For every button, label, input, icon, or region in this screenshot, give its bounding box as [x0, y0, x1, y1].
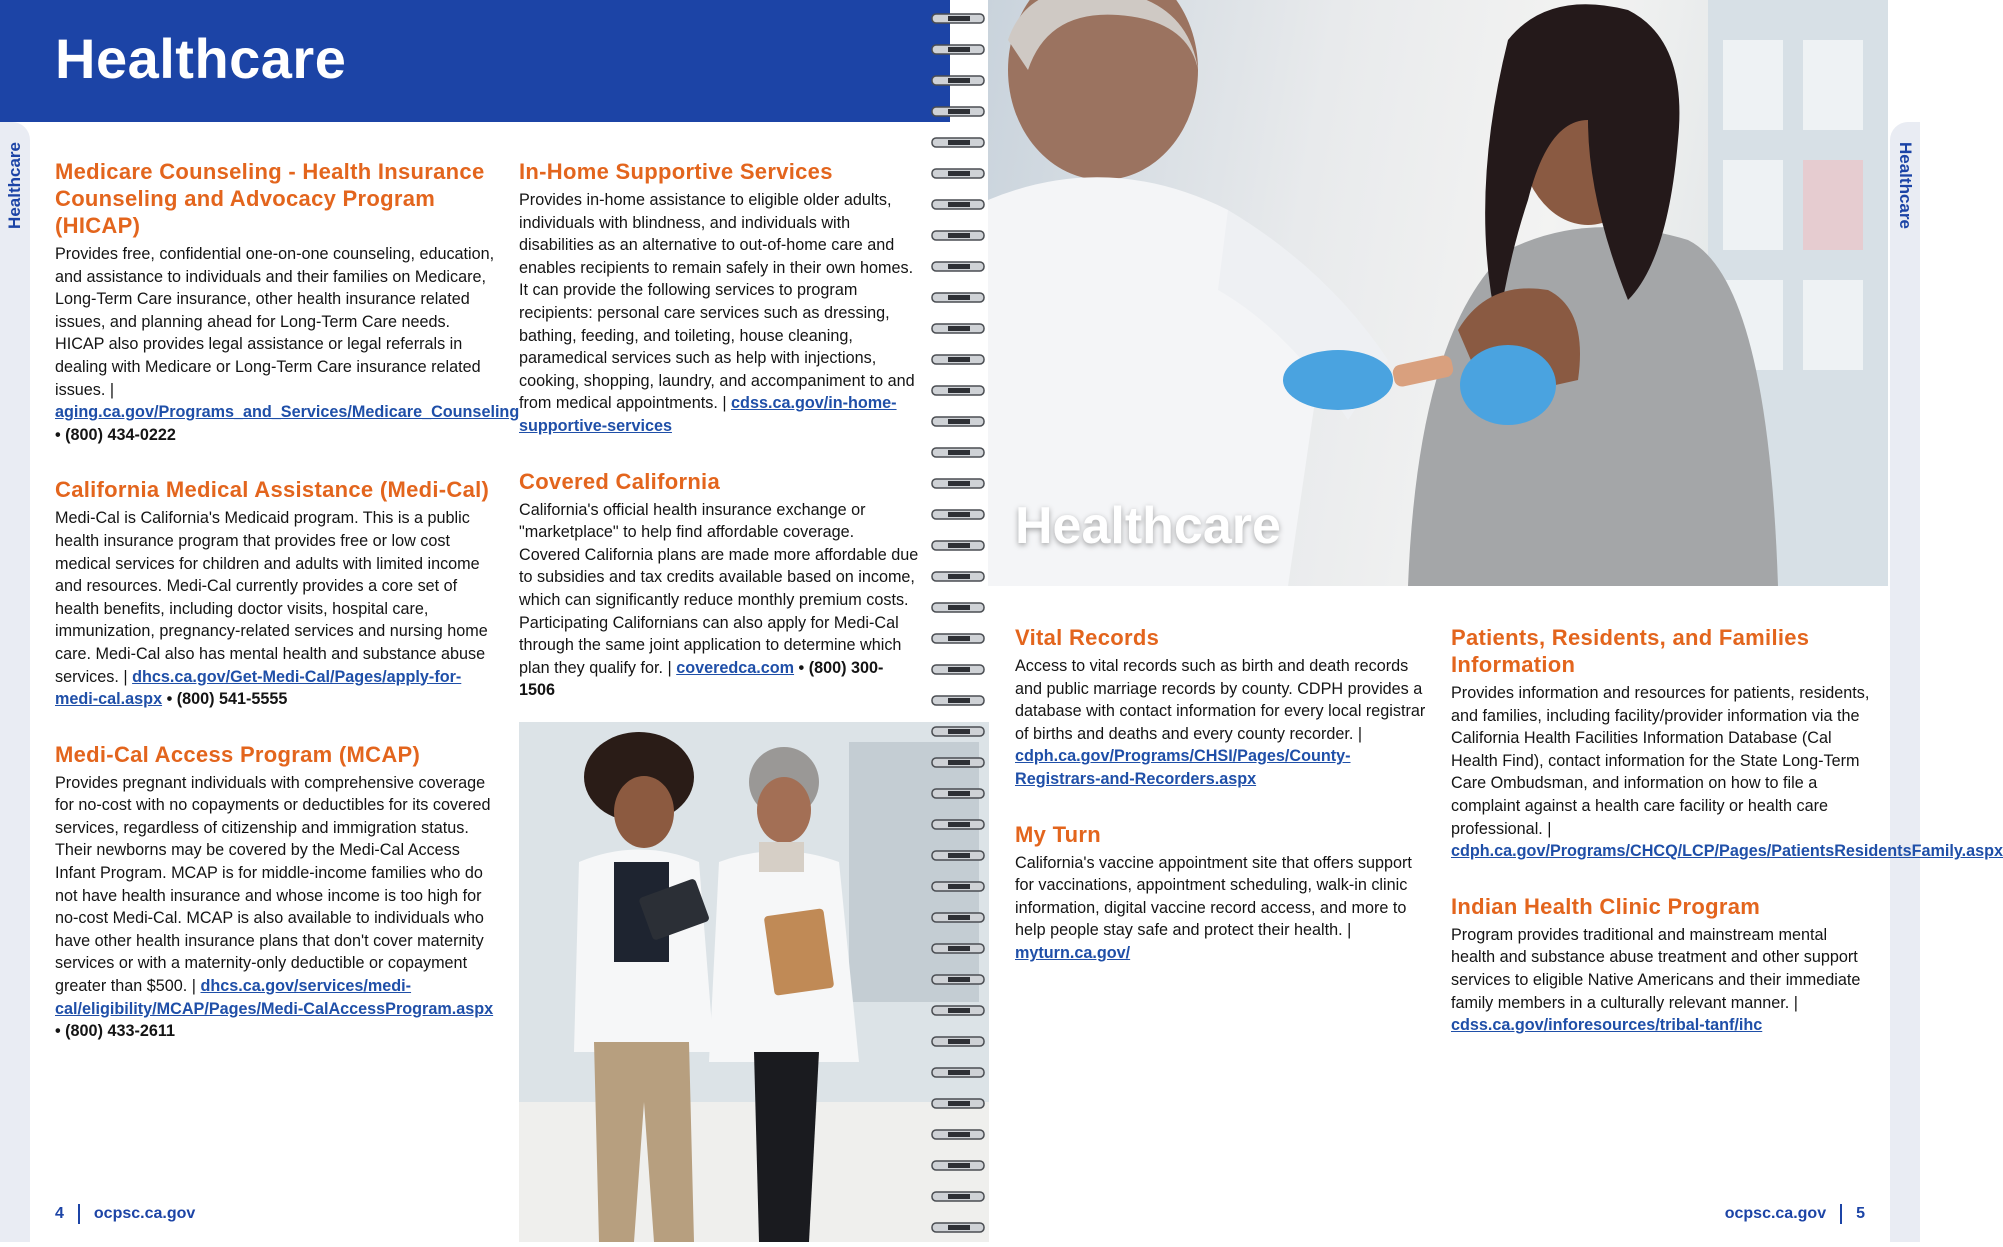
hicap-link[interactable]: aging.ca.gov/Programs_and_Services/Medicare_Counseling	[55, 403, 520, 422]
spiral-ring	[932, 944, 984, 953]
column-4	[1451, 624, 2003, 1067]
ihss-link[interactable]: cdss.ca.gov/in-home-supportive-services	[519, 394, 897, 435]
spiral-ring	[932, 169, 984, 178]
section-medi-cal	[55, 476, 495, 710]
column-2	[519, 158, 919, 732]
mcap-link[interactable]: dhcs.ca.gov/services/medi-cal/eligibility/MCAP/Pages/Medi-CalAccessProgram.aspx	[55, 977, 494, 1018]
spiral-binding	[928, 0, 988, 1242]
page-number: 4	[55, 1205, 64, 1223]
body-text: Medi-Cal is California's Medicaid program. This is a public health insurance program that provides free or low cost medical services for children and adults with limited income and resources. Medi-Cal currently provides a core set of health benefits, including doctor visits, hospital care, immunization, pregnancy-related services and nursing home care. Medi-Cal also has mental health and substance abuse services. |	[55, 509, 488, 686]
spiral-ring	[932, 913, 984, 922]
spiral-ring	[932, 1099, 984, 1108]
footer-site-link[interactable]: ocpsc.ca.gov	[1724, 1205, 1827, 1223]
my-turn-link[interactable]: myturn.ca.gov/	[1015, 943, 1131, 962]
spiral-ring	[932, 789, 984, 798]
spiral-ring	[932, 14, 984, 23]
section-body	[1451, 682, 2003, 863]
spiral-ring	[932, 634, 984, 643]
indian-health-link[interactable]: cdss.ca.gov/inforesources/tribal-tanf/ihc	[1451, 1016, 1763, 1035]
body-text: Provides in-home assistance to eligible older adults, individuals with blindness, and individuals with disabilities as an alternative to out-of-home care and enables recipients to remain safely in their own homes. It can provide the following services to program recipients: personal care services such as dressing, bathing, feeding, and toileting, house cleaning, paramedical services such as help with injections, cooking, shopping, laundry, and accompaniment to and from medical appointments. |	[519, 191, 915, 413]
body-text: Program provides traditional and mainstream mental health and substance abuse treatment and other support services to eligible Native Americans and their immediate family members in a culturally relevant manner. |	[1451, 925, 1861, 1012]
page-number: 5	[1856, 1205, 1865, 1223]
footer-right	[1725, 1204, 1865, 1224]
spiral-ring	[932, 1006, 984, 1015]
spiral-ring	[932, 572, 984, 581]
section-heading: Patients, Residents, and Families Information	[1451, 625, 1810, 677]
section-heading: Indian Health Clinic Program	[1451, 893, 1761, 919]
spiral-ring	[932, 262, 984, 271]
body-text: California's vaccine appointment site that offers support for vaccinations, appointment scheduling, walk-in clinic information, digital vaccine record access, and more to help people stay safe and protect their health. |	[1015, 853, 1412, 940]
spiral-ring	[932, 479, 984, 488]
spiral-ring	[932, 231, 984, 240]
phone-number: • (800) 300-1506	[519, 658, 884, 700]
phone-number: • (800) 434-0222	[55, 425, 176, 444]
spiral-ring	[932, 1037, 984, 1046]
body-text: California's official health insurance exchange or "marketplace" to help find affordable coverage. Covered California plans are made more affordable due to subsidies and tax credits available based on income, which can significantly reduce monthly premium costs. Participating Californians can also apply for Medi-Cal through the same joint application to determine which plan they qualify for. |	[519, 500, 919, 677]
side-tab-label: Healthcare	[1896, 142, 1915, 229]
body-text: Provides pregnant individuals with comprehensive coverage for no-cost with no copayments or deductibles for its covered services, regardless of citizenship and immigration status. Their newborns may be covered by the Medi-Cal Access Infant Program. MCAP is for middle-income families who do not have health insurance and whose income is too high for no-cost Medi-Cal. MCAP is also available to individuals who have other health insurance plans that don't cover maternity services or with a maternity-only deductible or copayment greater than $500. |	[55, 773, 491, 996]
phone-number: • (800) 433-2611	[55, 1022, 175, 1041]
section-mcap	[55, 741, 495, 1043]
section-my-turn	[1015, 821, 1435, 965]
spiral-ring	[932, 417, 984, 426]
spiral-ring	[932, 820, 984, 829]
page-title: Healthcare	[55, 27, 347, 90]
footer-site-link[interactable]: ocpsc.ca.gov	[93, 1205, 196, 1223]
spiral-ring	[932, 386, 984, 395]
section-body	[1015, 655, 1435, 791]
spiral-ring	[932, 1192, 984, 1201]
spiral-ring	[932, 851, 984, 860]
photo-title: Healthcare	[1015, 497, 1281, 555]
section-heading: Medi-Cal Access Program (MCAP)	[55, 741, 421, 767]
spiral-ring	[932, 727, 984, 736]
side-tab-right	[1890, 122, 1920, 1242]
spiral-ring	[932, 45, 984, 54]
section-body	[55, 243, 520, 446]
spiral-ring	[932, 882, 984, 891]
section-heading: Vital Records	[1015, 625, 1160, 650]
section-heading: California Medical Assistance (Medi-Cal)	[55, 477, 490, 503]
spiral-ring	[932, 324, 984, 333]
section-vital-records	[1015, 624, 1435, 791]
spiral-ring	[932, 200, 984, 209]
section-indian-health-clinic	[1451, 893, 1871, 1037]
doctors-illustration	[519, 722, 989, 1242]
spiral-ring	[932, 76, 984, 85]
body-text: Provides information and resources for patients, residents, and families, including facility/provider information via the California Health Facilities Information Database (Cal Health Find), contact information for the State Long-Term Care Ombudsman, and information on how to file a complaint against a health care facility or health care professional. |	[1451, 684, 1870, 838]
spiral-ring	[932, 138, 984, 147]
section-ihss	[519, 158, 919, 438]
spiral-ring	[932, 1161, 984, 1170]
patients-info-link[interactable]: cdph.ca.gov/Programs/CHCQ/LCP/Pages/PatientsResidentsFamily.aspx	[1451, 842, 2003, 861]
spiral-ring	[932, 975, 984, 984]
spiral-ring	[932, 355, 984, 364]
section-covered-california	[519, 468, 919, 702]
side-tab-label: Healthcare	[5, 142, 24, 229]
phone-number: • (800) 541-5555	[162, 690, 288, 709]
spiral-ring	[932, 1223, 984, 1232]
spiral-ring	[932, 448, 984, 457]
spiral-ring	[932, 758, 984, 767]
covered-california-link[interactable]: coveredca.com	[676, 658, 795, 677]
spiral-ring	[932, 510, 984, 519]
section-body	[55, 507, 495, 710]
footer-divider	[1840, 1204, 1842, 1224]
section-body	[1015, 852, 1435, 965]
doctors-photo	[519, 722, 989, 1242]
section-body	[55, 772, 495, 1043]
body-text: Access to vital records such as birth and death records and public marriage records by county. CDPH provides a database with contact information for every local registrar of births and deaths and every county recorder. |	[1015, 657, 1426, 743]
footer-left	[55, 1204, 195, 1224]
column-1	[55, 158, 520, 1073]
body-text: Provides free, confidential one-on-one counseling, education, and assistance to individuals and their families on Medicare, Long-Term Care insurance, other health insurance related issues, and planning ahead for Long-Term Care needs. HICAP also provides legal assistance or legal referrals in dealing with Medicare or Long-Term Care insurance related issues. |	[55, 245, 495, 399]
section-heading: My Turn	[1015, 821, 1102, 847]
spiral-ring	[932, 1068, 984, 1077]
spiral-ring	[932, 541, 984, 550]
spiral-ring	[932, 107, 984, 116]
section-heading: In-Home Supportive Services	[519, 159, 833, 184]
section-body	[519, 499, 919, 702]
vital-records-link[interactable]: cdph.ca.gov/Programs/CHSI/Pages/County-Registrars-and-Recorders.aspx	[1015, 747, 1351, 788]
section-hicap	[55, 158, 520, 446]
spiral-ring	[932, 1130, 984, 1139]
spiral-ring	[932, 665, 984, 674]
medi-cal-link[interactable]: dhcs.ca.gov/Get-Medi-Cal/Pages/apply-for-medi-cal.aspx	[55, 667, 462, 709]
side-tab-left	[0, 122, 30, 1242]
spiral-ring	[932, 696, 984, 705]
section-body	[519, 189, 919, 438]
footer-divider	[78, 1204, 80, 1224]
section-patients-residents-families	[1451, 624, 2003, 863]
section-heading: Covered California	[519, 468, 721, 494]
spiral-ring	[932, 293, 984, 302]
section-body	[1451, 924, 1871, 1037]
spiral-ring	[932, 603, 984, 612]
section-heading: Medicare Counseling - Health Insurance Counseling and Advocacy Program (HICAP)	[55, 159, 485, 238]
column-3	[1015, 624, 1435, 995]
